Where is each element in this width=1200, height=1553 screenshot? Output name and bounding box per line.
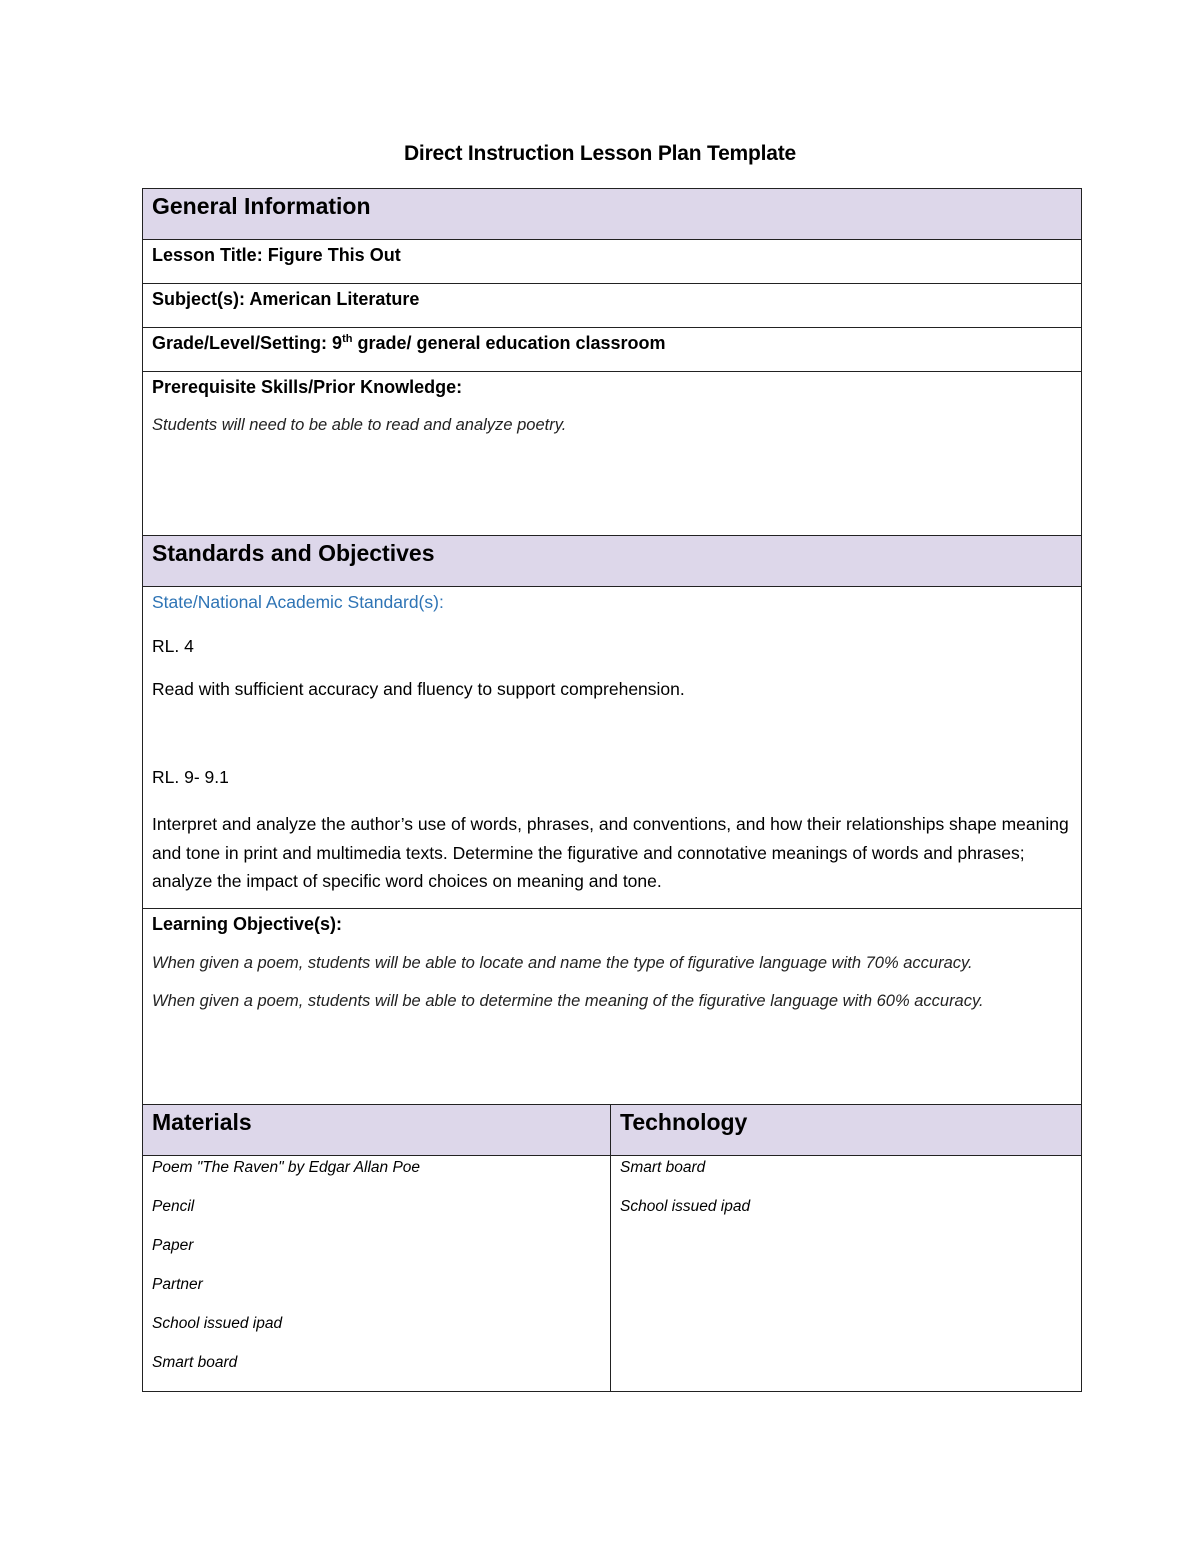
list-item: School issued ipad xyxy=(620,1198,751,1215)
materials-heading: Materials xyxy=(143,1105,611,1156)
standards-row xyxy=(143,587,1082,909)
subjects-field: Subject(s): American Literature xyxy=(143,284,1082,328)
prereq-cell xyxy=(143,372,1082,536)
list-item: Smart board xyxy=(620,1159,706,1176)
list-item: Poem "The Raven" by Edgar Allan Poe xyxy=(152,1159,421,1176)
objectives-label: Learning Objective(s): xyxy=(152,914,343,934)
objective-1: When given a poem, students will be able to locate and name the type of figurative language with 70% accuracy. xyxy=(152,954,973,972)
standard-2-code: RL. 9- 9.1 xyxy=(152,767,229,787)
lesson-title-row xyxy=(143,240,1082,284)
materials-tech-row xyxy=(143,1156,1082,1392)
technology-cell xyxy=(611,1156,1082,1392)
lesson-plan-table xyxy=(142,188,1082,1392)
objectives-row xyxy=(143,909,1082,1105)
materials-cell xyxy=(143,1156,611,1392)
general-info-header-row xyxy=(143,189,1082,240)
document-title: Direct Instruction Lesson Plan Template xyxy=(403,142,797,165)
standard-1-code: RL. 4 xyxy=(152,636,194,656)
list-item: Pencil xyxy=(152,1198,195,1215)
grade-field xyxy=(143,328,1082,372)
standards-label: State/National Academic Standard(s): xyxy=(152,592,444,612)
objectives-cell xyxy=(143,909,1082,1105)
list-item: Paper xyxy=(152,1237,194,1254)
prereq-text: Students will need to be able to read and analyze poetry. xyxy=(152,416,567,434)
subjects-row xyxy=(143,284,1082,328)
prereq-label: Prerequisite Skills/Prior Knowledge: xyxy=(152,377,463,397)
list-item: School issued ipad xyxy=(152,1315,283,1332)
grade-suffix: grade/ general education classroom xyxy=(352,333,666,353)
list-item: Smart board xyxy=(152,1354,238,1371)
grade-superscript: th xyxy=(342,333,353,345)
list-item: Partner xyxy=(152,1276,203,1293)
standards-cell xyxy=(143,587,1082,909)
objective-2: When given a poem, students will be able to determine the meaning of the figurative language with 60% accuracy. xyxy=(152,992,984,1010)
prereq-row xyxy=(143,372,1082,536)
standard-1-text: Read with sufficient accuracy and fluency to support comprehension. xyxy=(152,679,685,699)
standards-header-row xyxy=(143,536,1082,587)
grade-row xyxy=(143,328,1082,372)
lesson-title-field: Lesson Title: Figure This Out xyxy=(143,240,1082,284)
materials-tech-header-row xyxy=(143,1105,1082,1156)
technology-heading: Technology xyxy=(611,1105,1082,1156)
standard-2-text: Interpret and analyze the author’s use of words, phrases, and conventions, and how their relationships shape meaning and tone in print and multimedia texts. Determine the figurative and connotative meanings of words and phrases; analyze the impact of specific word choices on meaning and tone. xyxy=(152,814,1069,891)
grade-prefix: Grade/Level/Setting: 9 xyxy=(152,333,343,353)
general-info-heading: General Information xyxy=(143,189,1082,240)
standards-heading: Standards and Objectives xyxy=(143,536,1082,587)
